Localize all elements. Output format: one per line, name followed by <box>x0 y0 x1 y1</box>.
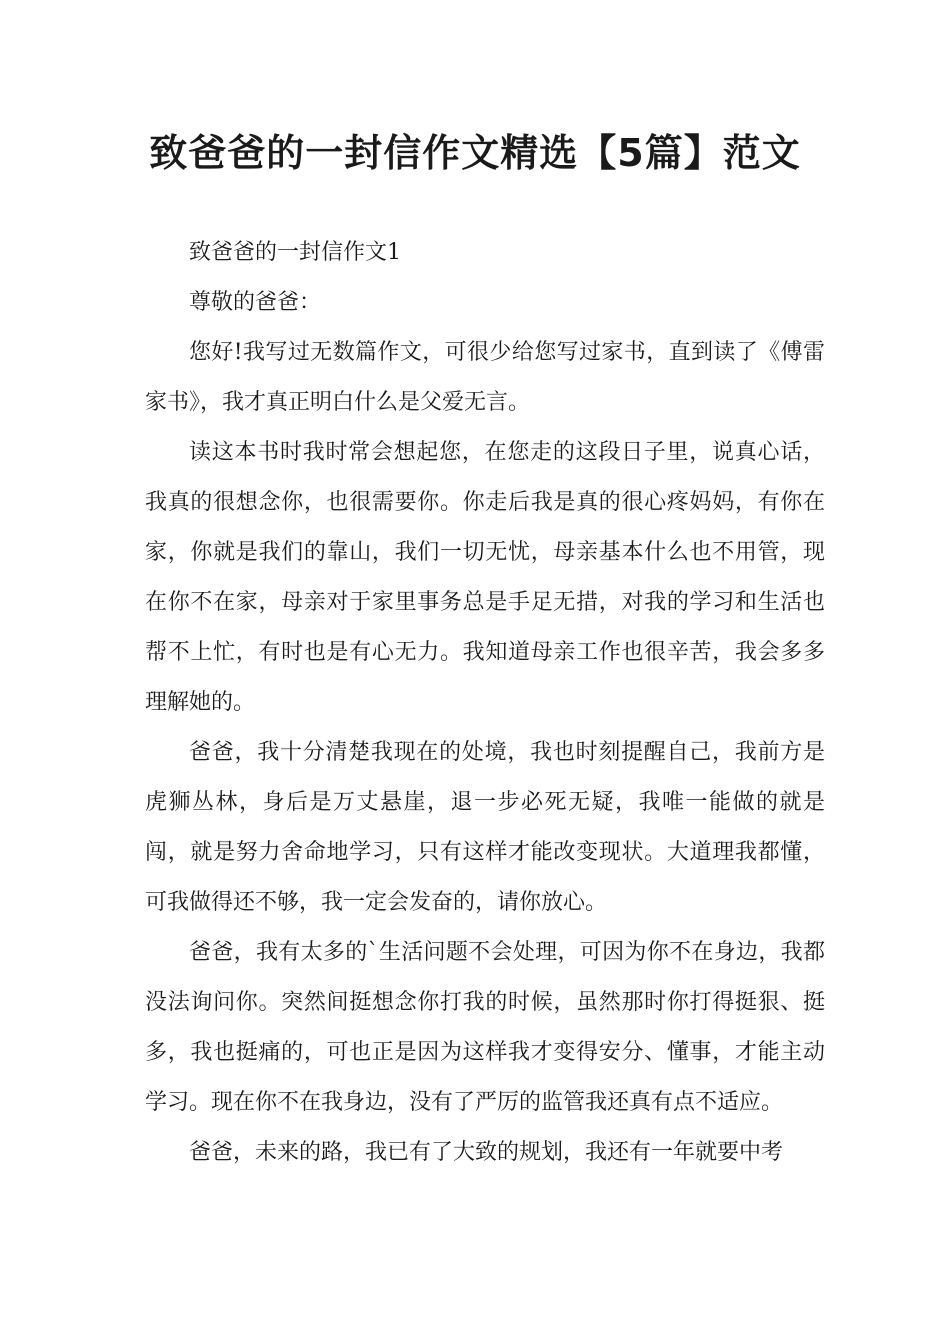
document-body <box>145 228 825 1178</box>
paragraph: 读这本书时我时常会想起您，在您走的这段日子里，说真心话，我真的很想念你，也很需要你。你走后我是真的很心疼妈妈，有你在家，你就是我们的靠山，我们一切无忧，母亲基本什么也不用管，现在你不在家，母亲对于家里事务总是手足无措，对我的学习和生活也帮不上忙，有时也是有心无力。我知道母亲工作也很辛苦，我会多多理解她的。 <box>145 440 825 715</box>
paragraph-salutation: 尊敬的爸爸： <box>189 290 322 315</box>
paragraph-heading-letter-1: 致爸爸的一封信作文1 <box>189 240 401 265</box>
paragraph: 爸爸，我十分清楚我现在的处境，我也时刻提醒自己，我前方是虎狮丛林，身后是万丈悬崖，退一步必死无疑，我唯一能做的就是闯，就是努力舍命地学习，只有这样才能改变现状。大道理我都懂，可我做得还不够，我一定会发奋的，请你放心。 <box>145 740 825 915</box>
document-title: 致爸爸的一封信作文精选【5篇】范文 <box>149 131 801 175</box>
paragraph: 爸爸，我有太多的`生活问题不会处理，可因为你不在身边，我都没法询问你。突然间挺想念你打我的时候，虽然那时你打得挺狠、挺多，我也挺痛的，可也正是因为这样我才变得安分、懂事，才能主动学习。现在你不在我身边，没有了严厉的监管我还真有点不适应。 <box>145 940 825 1115</box>
paragraph: 您好!我写过无数篇作文，可很少给您写过家书，直到读了《傅雷家书》，我才真正明白什么是父爱无言。 <box>145 340 825 415</box>
paragraph: 爸爸，未来的路，我已有了大致的规划，我还有一年就要中考 <box>189 1140 784 1165</box>
